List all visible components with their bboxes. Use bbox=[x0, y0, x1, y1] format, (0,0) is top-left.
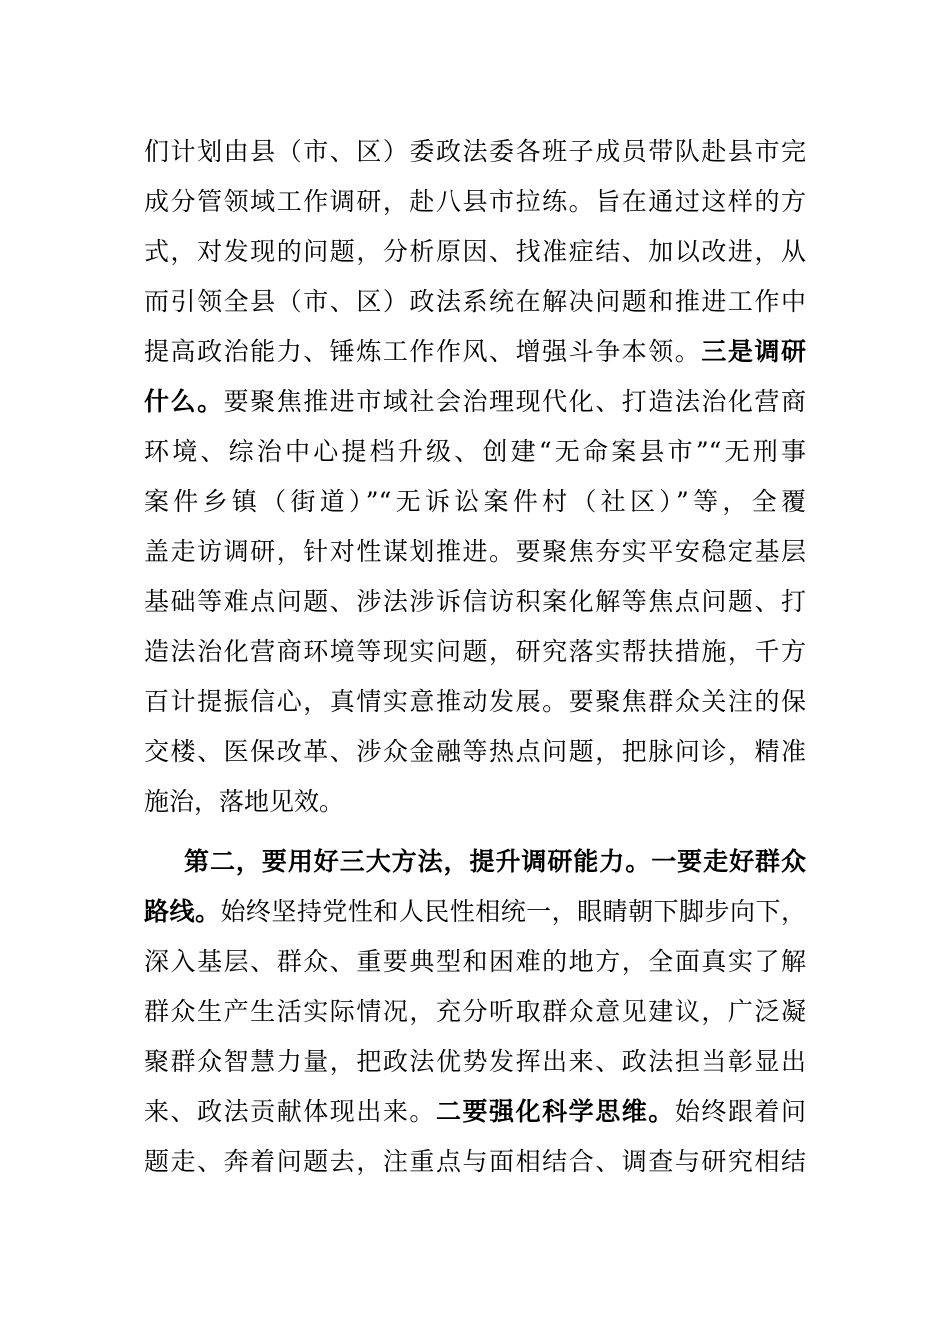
text-segment: 成分管领域工作调研，赴八县市拉练。旨在通过这样的方 bbox=[144, 187, 806, 216]
text-line bbox=[144, 182, 806, 222]
text-line bbox=[144, 582, 806, 622]
text-line bbox=[144, 1092, 806, 1132]
text-line bbox=[144, 282, 806, 322]
text-line bbox=[144, 232, 806, 272]
text-line bbox=[144, 382, 806, 422]
text-line bbox=[144, 942, 806, 982]
bold-text-segment: 路线。 bbox=[144, 897, 221, 926]
text-segment: 聚群众智慧力量，把政法优势发挥出来、政法担当彰显出 bbox=[144, 1047, 806, 1076]
text-segment: 盖走访调研，针对性谋划推进。要聚焦夯实平安稳定基层 bbox=[144, 537, 806, 566]
text-segment: 交楼、医保改革、涉众金融等热点问题，把脉问诊，精准 bbox=[144, 737, 806, 766]
text-segment: 案件乡镇（街道）”“无诉讼案件村（社区）”等，全覆 bbox=[144, 487, 806, 516]
text-line bbox=[144, 992, 806, 1032]
text-line bbox=[144, 1042, 806, 1082]
text-segment: 始终坚持党性和人民性相统一，眼睛朝下脚步向下， bbox=[220, 897, 806, 926]
bold-text-segment: 三是调研 bbox=[701, 337, 806, 366]
text-segment: 百计提振信心，真情实意推动发展。要聚焦群众关注的保 bbox=[144, 687, 806, 716]
text-segment: 而引领全县（市、区）政法系统在解决问题和推进工作中 bbox=[144, 287, 806, 316]
text-segment: 式，对发现的问题，分析原因、找准症结、加以改进，从 bbox=[144, 237, 806, 266]
text-line bbox=[144, 132, 806, 172]
bold-text-segment: 什么。 bbox=[144, 387, 224, 416]
text-segment: 们计划由县（市、区）委政法委各班子成员带队赴县市完 bbox=[144, 137, 806, 166]
text-line bbox=[144, 1142, 806, 1182]
text-line bbox=[184, 842, 806, 882]
text-line bbox=[144, 532, 806, 572]
text-segment: 环境、综治中心提档升级、创建“无命案县市”“无刑事 bbox=[144, 437, 806, 466]
text-segment: 始终跟着问 bbox=[674, 1097, 806, 1126]
text-line bbox=[144, 482, 806, 522]
text-segment: 题走、奔着问题去，注重点与面相结合、调查与研究相结 bbox=[144, 1147, 806, 1176]
text-line bbox=[144, 632, 806, 672]
bold-text-segment: 二要强化科学思维。 bbox=[435, 1097, 675, 1126]
text-segment: 深入基层、群众、重要典型和困难的地方，全面真实了解 bbox=[144, 947, 806, 976]
text-segment: 要聚焦推进市域社会治理现代化、打造法治化营商 bbox=[223, 387, 806, 416]
text-segment: 来、政法贡献体现出来。 bbox=[144, 1097, 436, 1126]
text-line bbox=[144, 682, 806, 722]
text-segment: 提高政治能力、锤炼工作作风、增强斗争本领。 bbox=[144, 337, 702, 366]
text-segment: 基础等难点问题、涉法涉诉信访积案化解等焦点问题、打 bbox=[144, 587, 806, 616]
text-line bbox=[144, 732, 806, 772]
text-line bbox=[144, 782, 806, 822]
bold-text-segment: 第二，要用好三大方法，提升调研能力。一要走好群众 bbox=[184, 847, 806, 876]
text-line bbox=[144, 432, 806, 472]
text-segment: 群众生产生活实际情况，充分听取群众意见建议，广泛凝 bbox=[144, 997, 806, 1026]
text-line bbox=[144, 332, 806, 372]
text-segment: 施治，落地见效。 bbox=[144, 787, 345, 816]
text-segment: 造法治化营商环境等现实问题，研究落实帮扶措施，千方 bbox=[144, 637, 806, 666]
text-line bbox=[144, 892, 806, 932]
